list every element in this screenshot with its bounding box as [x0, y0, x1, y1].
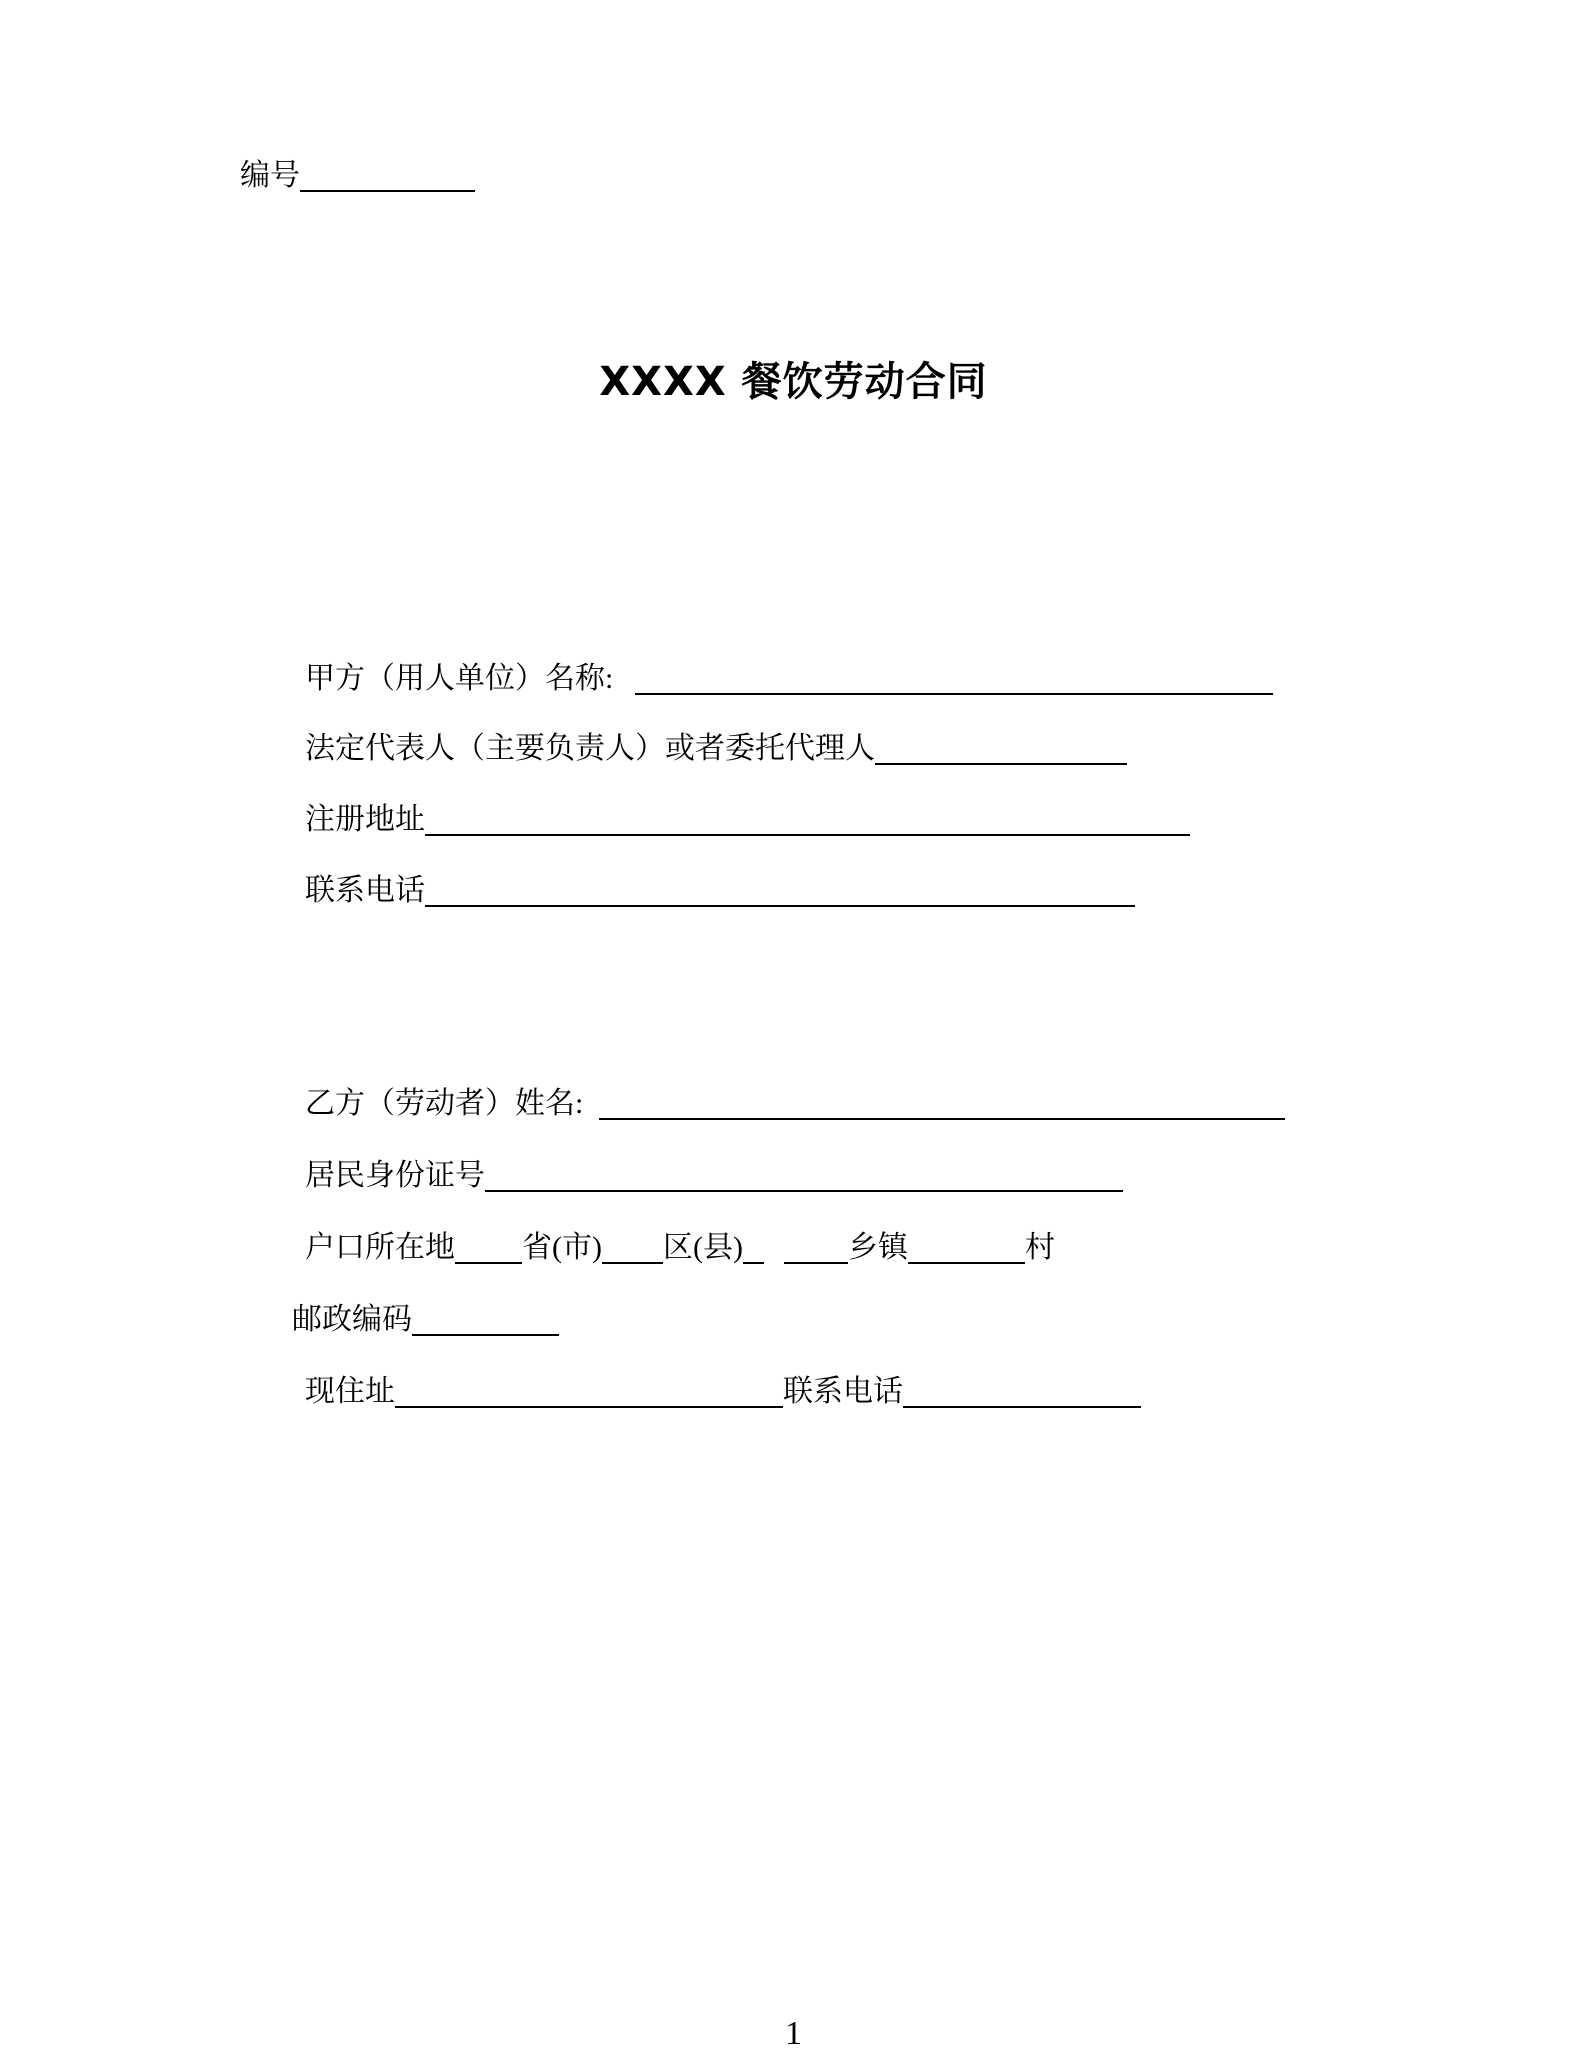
household-short-blank	[743, 1262, 764, 1264]
postal-code-label: 邮政编码	[292, 1303, 412, 1336]
current-address-blank	[395, 1406, 783, 1408]
household-province-blank	[455, 1262, 522, 1264]
current-address-label: 现住址	[305, 1375, 395, 1408]
party-b-name-row	[305, 1082, 1285, 1126]
serial-label: 编号	[240, 159, 300, 192]
village-label: 村	[1024, 1231, 1055, 1264]
party-b-phone-label: 联系电话	[783, 1375, 903, 1408]
county-label: 区(县)	[662, 1231, 743, 1264]
party-b-id-blank	[485, 1190, 1123, 1192]
serial-blank	[300, 190, 475, 192]
party-a-representative-row	[305, 727, 1127, 771]
household-label: 户口所在地	[305, 1231, 455, 1264]
household-county-blank	[602, 1262, 663, 1264]
party-a-address-row	[305, 798, 1190, 842]
serial-row	[240, 154, 475, 198]
household-village-blank	[908, 1262, 1025, 1264]
party-b-household-row	[305, 1226, 1055, 1270]
party-a-phone-row	[305, 869, 1135, 913]
party-b-postal-row	[292, 1298, 559, 1342]
party-a-representative-label: 法定代表人（主要负责人）或者委托代理人	[305, 732, 875, 765]
party-b-phone-blank	[903, 1406, 1141, 1408]
postal-code-blank	[412, 1334, 559, 1336]
document-title: XXXX 餐饮劳动合同	[599, 359, 988, 405]
party-a-name-blank	[635, 693, 1273, 695]
party-a-name-label: 甲方（用人单位）名称:	[305, 662, 614, 695]
party-b-name-blank	[599, 1118, 1285, 1120]
party-a-phone-blank	[425, 905, 1135, 907]
page-number: 1	[785, 2015, 802, 2052]
party-a-address-label: 注册地址	[305, 803, 425, 836]
party-a-phone-label: 联系电话	[305, 874, 425, 907]
party-b-id-row	[305, 1154, 1123, 1198]
household-township-blank	[784, 1262, 848, 1264]
party-b-id-label: 居民身份证号	[305, 1159, 485, 1192]
party-a-representative-blank	[875, 763, 1127, 765]
party-b-name-label: 乙方（劳动者）姓名:	[305, 1087, 584, 1120]
province-label: 省(市)	[522, 1231, 602, 1264]
township-label: 乡镇	[847, 1231, 908, 1264]
party-a-name-row	[305, 657, 1273, 701]
party-b-address-row	[305, 1370, 1141, 1414]
party-a-address-blank	[425, 834, 1190, 836]
